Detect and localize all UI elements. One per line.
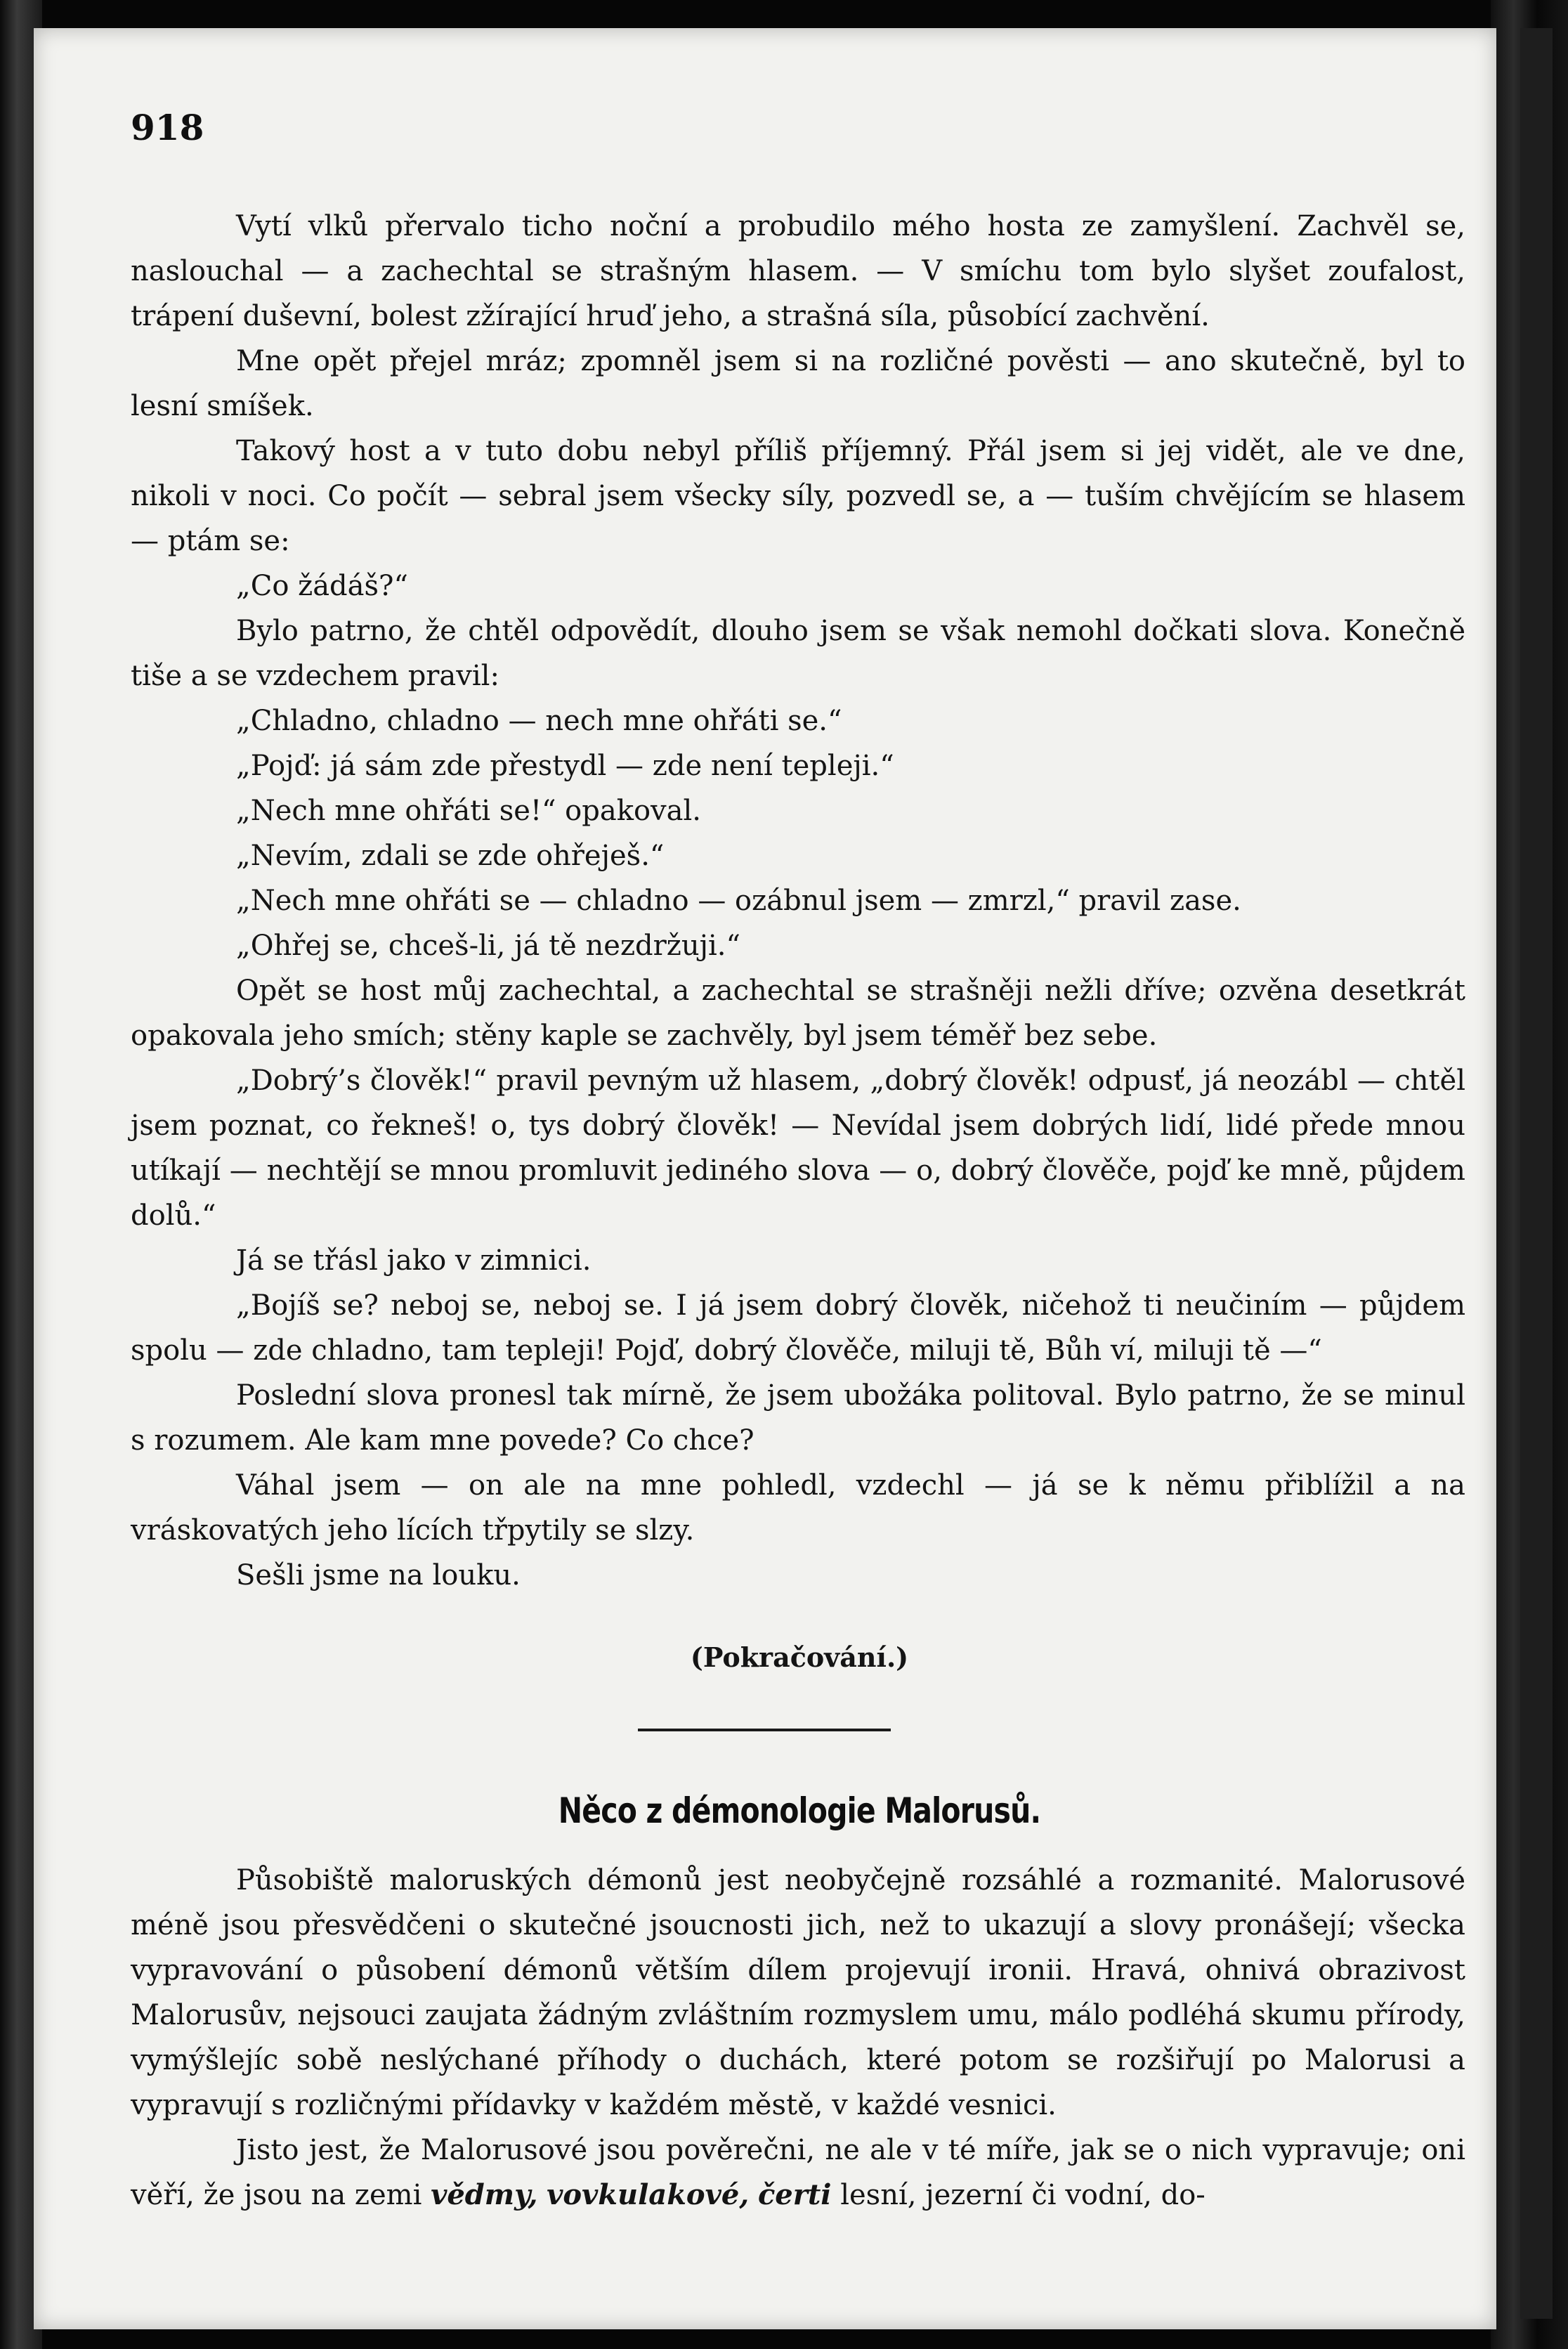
text-run [749, 2179, 758, 2211]
story-paragraph: „Co žádáš?“ [236, 570, 408, 602]
section-divider [638, 1729, 891, 1731]
article-text [131, 1858, 1465, 2218]
article-title: Něco z démonologie Malorusů. [558, 1790, 1041, 1831]
story-paragraph: „Nech mne ohřáti se — chladno — ozábnul jsem — zmrzl,“ pravil zase. [236, 885, 1241, 917]
term-vovkulakove: vovkulakové, [547, 2178, 750, 2211]
story-paragraph: „Nech mne ohřáti se!“ opakoval. [236, 795, 701, 827]
story-paragraph: „Dobrý’s člověk!“ pravil pevným už hlasem, „dobrý člověk! odpusť, já neozábl — chtěl jsem poznat, co řekneš! o, tys dobrý člověk! — Nevídal jsem dobrých lidí, lidé přede mnou utíkají — nechtějí se mnou promluvit jediného slova — o, dobrý člověče, pojď ke mně, půjdem dolů.“ [131, 1065, 1465, 1232]
article-paragraph: Působiště maloruských démonů jest neobyčejně rozsáhlé a rozmanité. Malorusové méně jsou přesvědčeni o skutečné jsoucnosti jich, než to ukazují a slovy pronášejí; všecka vypravování o působení démonů větším dílem projevují ironii. Hravá, ohnivá obrazivost Malorusův, nejsouci zaujata žádným zvláštním rozmyslem umu, málo podléhá skumu přírody, vymýšlejíc sobě neslýchané příhody o duchách, které potom se rozšiřují po Malorusi a vypravují s rozličnými přídavky v každém městě, v každé vesnici. [131, 1864, 1465, 2121]
story-text [131, 204, 1465, 1598]
text-run [537, 2179, 547, 2211]
story-paragraph: „Nevím, zdali se zde ohřeješ.“ [236, 840, 665, 872]
story-paragraph: Opět se host můj zachechtal, a zachechtal se strašněji nežli dříve; ozvěna desetkrát opakovala jeho smích; stěny kaple se zachvěly, byl jsem téměř bez sebe. [131, 975, 1465, 1052]
story-paragraph: „Chladno, chladno — nech mne ohřáti se.“ [236, 705, 842, 737]
story-paragraph: „Pojď: já sám zde přestydl — zde není tepleji.“ [236, 750, 894, 782]
text-run: lesní, jezerní či vodní, do- [831, 2179, 1206, 2211]
story-paragraph: Sešli jsme na louku. [236, 1559, 521, 1592]
story-paragraph: Já se třásl jako v zimnici. [236, 1244, 592, 1277]
book-page [34, 28, 1496, 2329]
story-paragraph: Bylo patrno, že chtěl odpovědít, dlouho jsem se však nemohl dočkati slova. Konečně tiše a se vzdechem pravil: [131, 615, 1465, 692]
page-number: 918 [131, 107, 204, 148]
text-run: Jisto jest, že Malorusové jsou pověrečni, ne ale v té míře, jak se o nich vypravuje; oni věří, že jsou na zemi [131, 2134, 1465, 2211]
story-paragraph: Vytí vlků přervalo ticho noční a probudilo mého hosta ze zamyšlení. Zachvěl se, naslouchal — a zachechtal se strašným hlasem. — V smíchu tom bylo slyšet zoufalost, trápení duševní, bolest zžírající hruď jeho, a strašná síla, působící zachvění. [131, 210, 1465, 332]
story-paragraph: Takový host a v tuto dobu nebyl příliš příjemný. Přál jsem si jej vidět, ale ve dne, nikoli v noci. Co počít — sebral jsem všecky síly, pozvedl se, a — tuším chvějícím se hlasem — ptám se: [131, 435, 1465, 557]
article-paragraph-last [131, 2128, 1465, 2218]
story-paragraph: „Bojíš se? neboj se, neboj se. I já jsem dobrý člověk, ničehož ti neučiním — půjdem spolu — zde chladno, tam tepleji! Pojď, dobrý člověče, miluji tě, Bůh ví, miluji tě —“ [131, 1289, 1465, 1367]
story-paragraph: „Ohřej se, chceš-li, já tě nezdržuji.“ [236, 930, 740, 962]
story-paragraph: Váhal jsem — on ale na mne pohledl, vzdechl — já se k němu přiblížil a na vráskovatých jeho lících třpytily se slzy. [131, 1469, 1465, 1547]
adjacent-page-strip [1520, 28, 1553, 2319]
story-paragraph: Mne opět přejel mráz; zpomněl jsem si na rozličné pověsti — ano skutečně, byl to lesní smíšek. [131, 345, 1465, 422]
term-certi: čerti [757, 2178, 832, 2211]
continuation-note: (Pokračování.) [690, 1641, 909, 1673]
story-paragraph: Poslední slova pronesl tak mírně, že jsem ubožáka politoval. Bylo patrno, že se minul s rozumem. Ale kam mne povede? Co chce? [131, 1379, 1465, 1457]
term-vedmy: vědmy, [431, 2178, 538, 2211]
